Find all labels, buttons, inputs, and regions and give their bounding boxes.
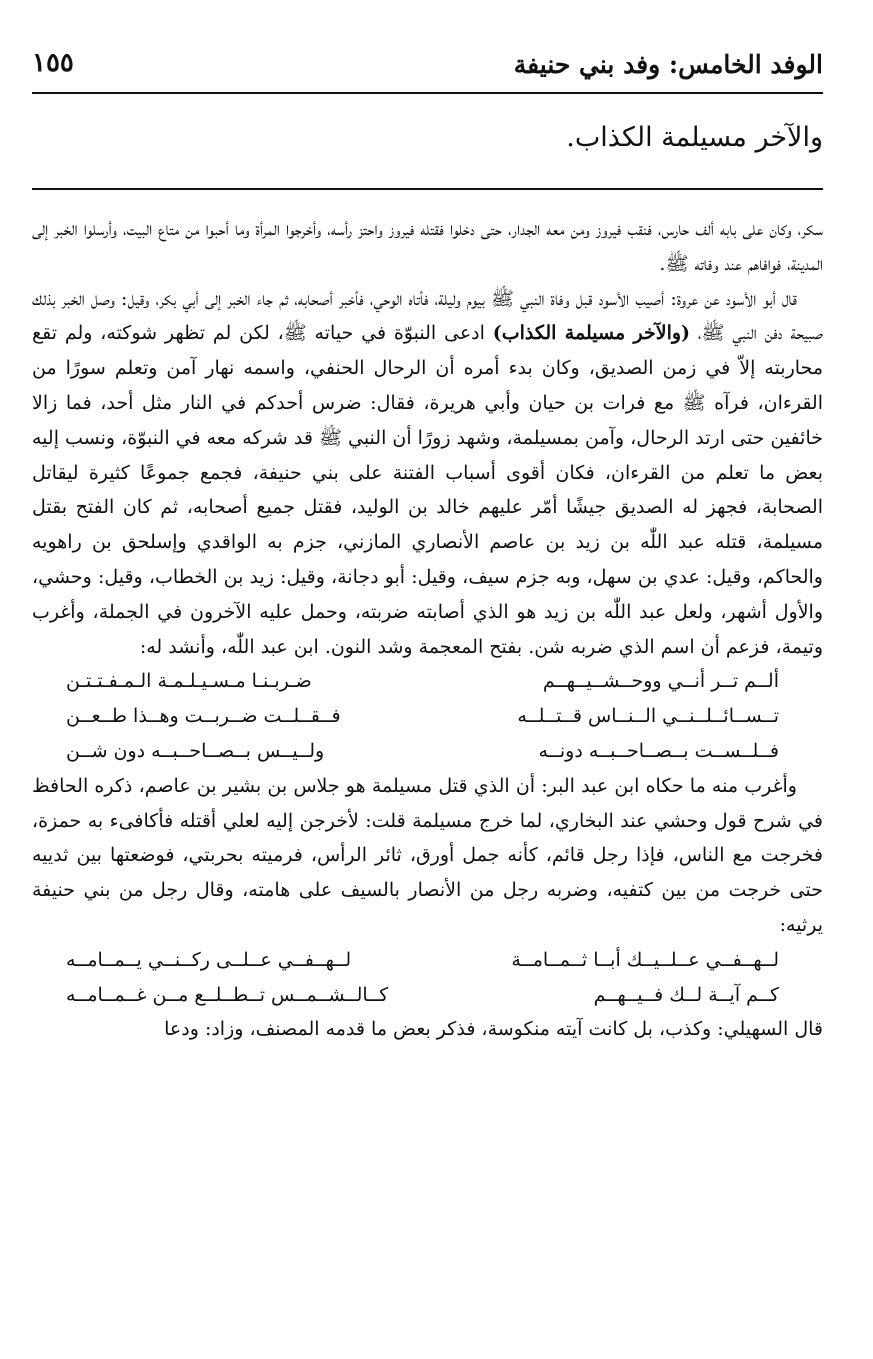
verse-first-hemistich: فــلــســت بــصــاحــبــه دونــه xyxy=(538,739,779,762)
verse-second-hemistich: كــالــشــمــس تــطــلــع مــن غــمــامــه xyxy=(66,983,389,1006)
footnote-divider xyxy=(32,188,823,190)
commentary-notes xyxy=(32,212,823,1047)
verse-second-hemistich: ضـربـنـا مـسـيـلـمـة الـمـفـتـتـن xyxy=(66,670,312,693)
running-title: الوفد الخامس: وفد بني حنيفة xyxy=(513,50,823,79)
verse-first-hemistich: تــســائــلــنــي الــنــاس قــتــلــه xyxy=(517,705,779,728)
poem-verse xyxy=(32,943,823,978)
poem-2 xyxy=(32,943,823,1013)
main-text: والآخر مسيلمة الكذاب. xyxy=(566,122,823,153)
page-header xyxy=(32,46,823,94)
verse-second-hemistich: ولــيــس بــصــاحــبــه دون شــن xyxy=(66,739,325,762)
page-number: ١٥٥ xyxy=(32,48,74,78)
poem-1 xyxy=(32,664,823,768)
verse-second-hemistich: فــقــلــت ضــربــت وهــذا طــعــن xyxy=(66,705,341,728)
verse-first-hemistich: لــهــفــي عــلــيــك أبــا ثــمــامــة xyxy=(511,948,779,971)
poem-verse xyxy=(32,734,823,769)
poem-verse xyxy=(32,699,823,734)
poem-verse xyxy=(32,978,823,1013)
verse-first-hemistich: كــم آيــة لــك فــيــهــم xyxy=(593,983,779,1006)
note-paragraph-2-start: قال أبو الأسود عن عروة: أصيب الأسود قبل وفاة النبي ﷺ بيوم وليلة، فأتاه الوحي، فأخبر أصحابه، ثم جاء الخبر إلى أبي بكر، وقيل: وصل الخبر بذلك صبيحة دفن النبي ﷺ، xyxy=(32,287,823,345)
verse-first-hemistich: ألــم تــر أنــي ووحــشــيــهــم xyxy=(542,670,779,693)
quoted-phrase: (والآخر مسيلمة الكذاب) xyxy=(492,322,691,345)
note-paragraph-4: قال السهيلي: وكذب، بل كانت آيته منكوسة، فذكر بعض ما قدمه المصنف، وزاد: ودعا xyxy=(164,1018,823,1041)
note-paragraph-2 xyxy=(32,282,823,665)
note-paragraph-2-rest: ادعى النبوّة في حياته ﷺ، لكن لم تظهر شوكته، ولم تقع محاربته إلاّ في زمن الصديق، وكان بدء أمره أن الرحال الحنفي، واسمه نهار آمن وتعلم سورًا من القرءان، فرآه ﷺ مع فرات بن حيان وأبي هريرة، فقال: ضرس أحدكم في النار مثل أحد، فما زالا خائفين حتى ارتد الرحال، وآمن بمسيلمة، وشهد زورًا أن النبي ﷺ قد شركه معه في النبوّة، ونسب إليه بعض ما تعلم من القرءان، فكان أقوى أسباب الفتنة على بني حنيفة، فجمع جموعًا كثيرة ليقاتل الصحابة، فجهز له الصديق جيشًا أمّر عليهم خالد بن الوليد، فقتل جميع أصحابه، ثم كان الفتح بقتل مسيلمة، قتله عبد اللّٰه بن زيد بن عاصم الأنصاري المازني، جزم به الواقدي وإسلحق بن راهويه والحاكم، وقيل: عدي بن سهل، وبه جزم سيف، وقيل: أبو دجانة، وقيل: زيد بن الخطاب، وقيل: وحشي، والأول أشهر، ولعل عبد اللّٰه بن زيد هو الذي أصابته ضربته، وحمل عليه الآخرون في الجملة، وأغرب وتيمة، فزعم أن اسم الذي ضربه شن. بفتح المعجمة وشد النون. ابن عبد اللّٰه، وأنشد له: xyxy=(32,322,823,658)
note-paragraph-1: سكر، وكان على بابه ألف حارس، فنقب فيروز ومن معه الجدار، حتى دخلوا فقتله فيروز واحتز رأسه، وأخرجوا المرأة وما أحبوا من متاع البيت، وأرسلوا الخبر إلى المدينة، فوافاهم عند وفاته ﷺ. xyxy=(32,218,823,275)
poem-verse xyxy=(32,664,823,699)
verse-second-hemistich: لــهــفــي عــلــى ركــنــي يــمــامــه xyxy=(66,948,352,971)
note-paragraph-3: وأغرب منه ما حكاه ابن عبد البر: أن الذي قتل مسيلمة هو جلاس بن بشير بن عاصم، ذكره الحافظ في شرح قول وحشي عند البخاري، لما خرج مسيلمة قلت: لأخرجن إليه لعلي أقتله فأكافىء به حمزة، فخرجت مع الناس، فإذا رجل قائم، كأنه جمل أورق، ثائر الرأس، فرميته بحربتي، فوضعتها بين ثدييه حتى خرجت من بين كتفيه، وضربه رجل من الأنصار بالسيف على هامته، وقال رجل من بني حنيفة يرثيه: xyxy=(32,774,823,936)
